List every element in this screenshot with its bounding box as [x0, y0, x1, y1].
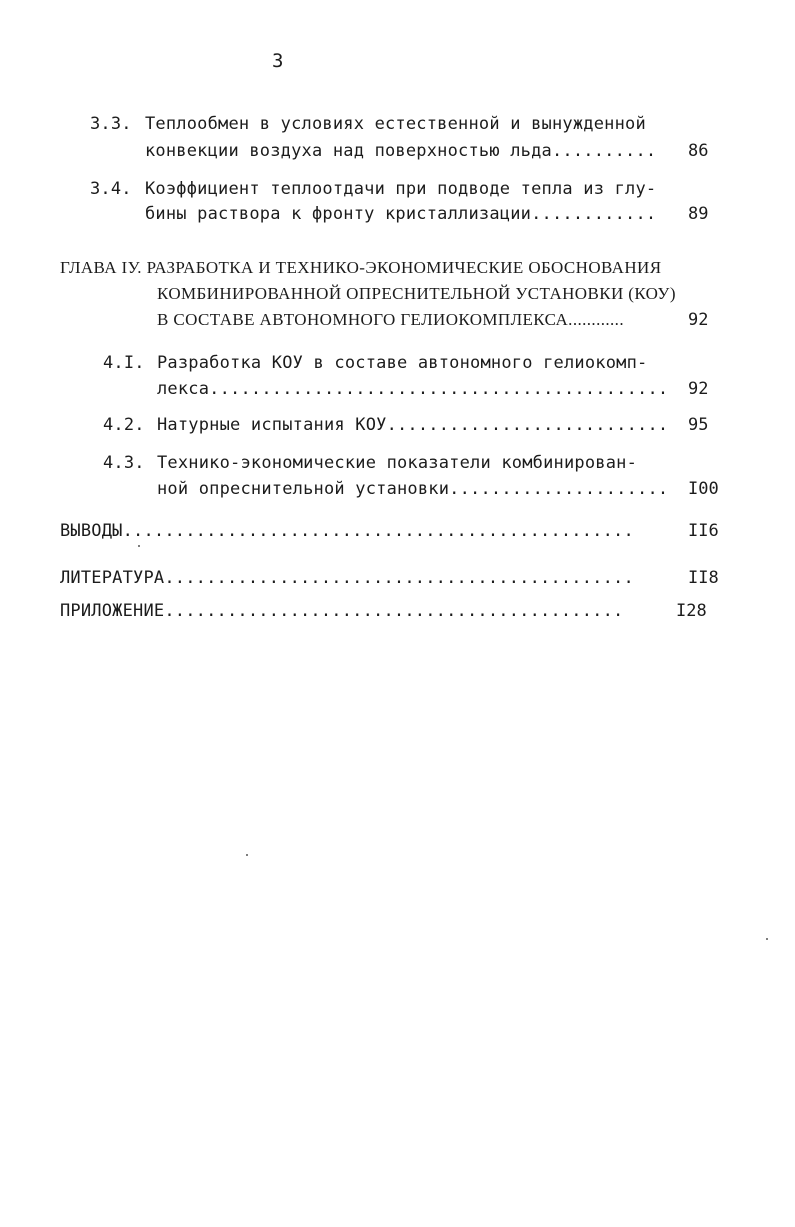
toc-entry-page: I00 [688, 479, 719, 499]
toc-entry-title-line: ЛИТЕРАТУРА............................................. [60, 568, 634, 588]
toc-entry-number: 4.3. [103, 453, 145, 473]
scan-speck [138, 545, 140, 547]
toc-entry-title-line: Теплообмен в условиях естественной и вынужденной [145, 114, 646, 134]
scan-speck [766, 938, 768, 940]
toc-entry-number: 4.2. [103, 415, 145, 435]
toc-chapter-title-line: В СОСТАВЕ АВТОНОМНОГО ГЕЛИОКОМПЛЕКСА............ [157, 310, 624, 329]
toc-chapter-title-line: ГЛАВА IУ. РАЗРАБОТКА И ТЕХНИКО-ЭКОНОМИЧЕСКИЕ ОБОСНОВАНИЯ [60, 258, 662, 277]
scan-speck [246, 854, 248, 856]
toc-entry-title-line: лекса............................................ [157, 379, 669, 399]
toc-entry-page: II6 [688, 521, 719, 541]
toc-entry-page: 92 [688, 310, 709, 330]
toc-entry-number: 3.3. [90, 114, 132, 134]
toc-entry-title-line: Натурные испытания КОУ........................... [157, 415, 669, 435]
toc-entry-title-line: Коэффициент теплоотдачи при подводе тепла из глу- [145, 179, 657, 199]
toc-entry-title-line: Разработка КОУ в составе автономного гелиокомп- [157, 353, 648, 373]
page-number: 3 [272, 50, 284, 72]
toc-entry-title-line: ПРИЛОЖЕНИЕ............................................ [60, 601, 624, 621]
toc-entry-title-line: Технико-экономические показатели комбинирован- [157, 453, 638, 473]
toc-entry-page: 89 [688, 204, 709, 224]
toc-entry-page: 92 [688, 379, 709, 399]
toc-entry-title-line: ной опреснительной установки..................... [157, 479, 669, 499]
toc-entry-title-line: ВЫВОДЫ................................................. [60, 521, 634, 541]
toc-entry-number: 3.4. [90, 179, 132, 199]
toc-entry-page: 86 [688, 141, 709, 161]
toc-chapter-title-line: КОМБИНИРОВАННОЙ ОПРЕСНИТЕЛЬНОЙ УСТАНОВКИ (КОУ) [157, 284, 676, 303]
toc-entry-title-line: бины раствора к фронту кристаллизации............ [145, 204, 657, 224]
toc-entry-number: 4.I. [103, 353, 145, 373]
toc-entry-page: II8 [688, 568, 719, 588]
toc-entry-title-line: конвекции воздуха над поверхностью льда.......... [145, 141, 657, 161]
toc-entry-page: 95 [688, 415, 709, 435]
toc-entry-page: I28 [676, 601, 707, 621]
